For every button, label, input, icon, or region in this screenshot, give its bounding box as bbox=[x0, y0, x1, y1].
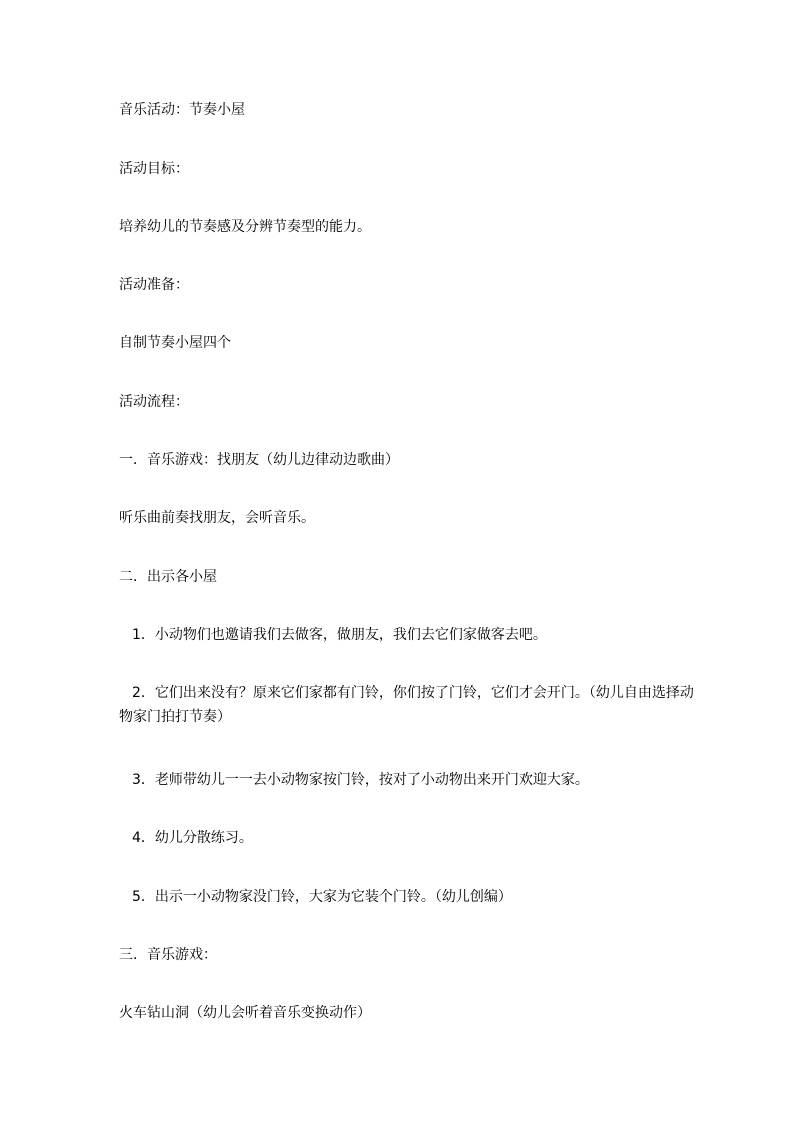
section2-item-1: 1．小动物们也邀请我们去做客，做朋友，我们去它们家做客去吧。 bbox=[132, 627, 547, 643]
section1-heading: 一．音乐游戏：找朋友（幼儿边律动边歌曲） bbox=[119, 452, 399, 468]
section3-heading: 三．音乐游戏： bbox=[119, 947, 217, 963]
section2-item-4: 4．幼儿分散练习。 bbox=[132, 830, 253, 846]
section1-text: 听乐曲前奏找朋友，会听音乐。 bbox=[119, 510, 315, 526]
goal-text: 培养幼儿的节奏感及分辨节奏型的能力。 bbox=[119, 219, 371, 235]
section2-item-2: 2．它们出来没有？原来它们家都有门铃，你们按了门铃，它们才会开门。（幼儿自由选择动物家门拍打节奏） bbox=[119, 685, 694, 725]
section2-heading: 二．出示各小屋 bbox=[119, 569, 217, 585]
document-title: 音乐活动：节奏小屋 bbox=[119, 102, 245, 118]
section2-item-3: 3．老师带幼儿一一去小动物家按门铃，按对了小动物出来开门欢迎大家。 bbox=[132, 772, 589, 788]
section3-text: 火车钻山洞（幼儿会听着音乐变换动作） bbox=[119, 1005, 371, 1021]
section2-item-5: 5．出示一小动物家没门铃，大家为它装个门铃。（幼儿创编） bbox=[132, 889, 512, 905]
prep-heading: 活动准备： bbox=[119, 277, 189, 293]
goal-heading: 活动目标： bbox=[119, 161, 189, 177]
prep-text: 自制节奏小屋四个 bbox=[119, 335, 231, 351]
process-heading: 活动流程： bbox=[119, 394, 189, 410]
